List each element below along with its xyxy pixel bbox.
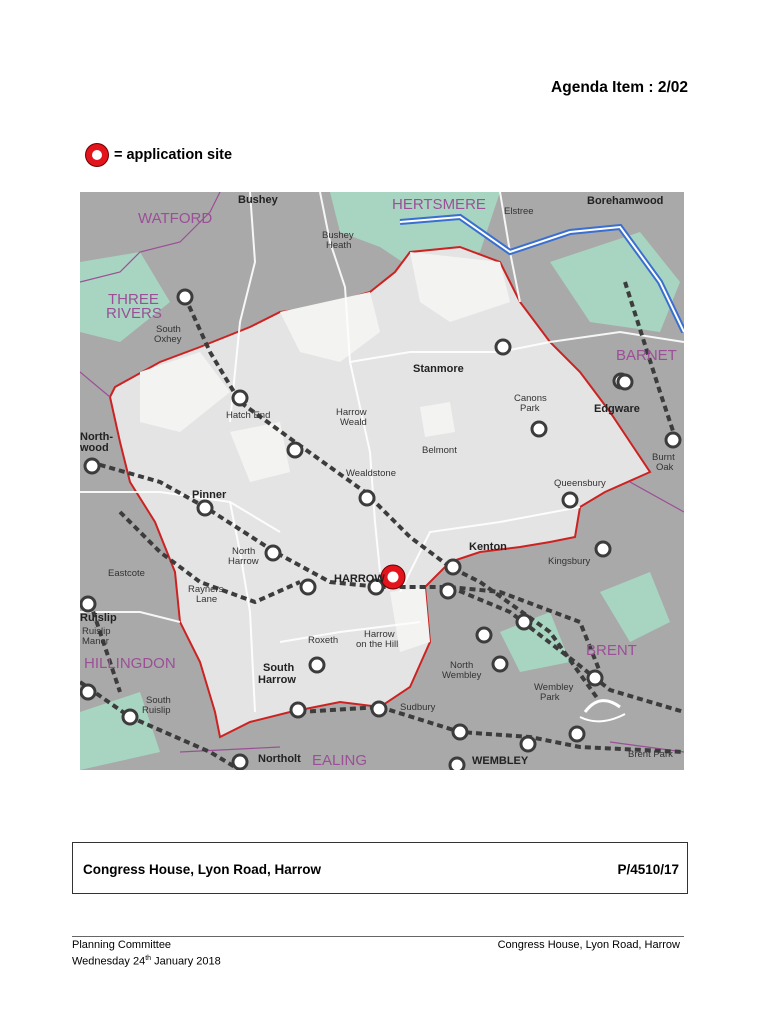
label-wealdstone: Wealdstone (346, 468, 396, 479)
agenda-item-heading: Agenda Item : 2/02 (551, 79, 688, 96)
application-site-icon (86, 144, 108, 166)
label-watford: WATFORD (138, 210, 213, 227)
label-harrow-on-the-hill-2: on the Hill (356, 639, 399, 650)
label-hertsmere: HERTSMERE (392, 196, 486, 213)
label-northwood-1: North- (80, 431, 113, 443)
site-info-box (72, 842, 688, 894)
label-south-ruislip-1: South (146, 695, 171, 706)
label-elstree: Elstree (504, 206, 534, 217)
label-borehamwood: Borehamwood (587, 195, 664, 207)
label-barnet: BARNET (616, 347, 677, 364)
label-three-rivers-1: THREE (108, 291, 159, 308)
label-south-ruislip-2: Ruislip (142, 705, 171, 716)
footer-right: Congress House, Lyon Road, Harrow (497, 939, 680, 951)
label-ruislip: Ruislip (80, 612, 117, 624)
label-north-wembley-2: Wembley (442, 670, 482, 681)
label-canons-park-1: Canons (514, 393, 547, 404)
label-northolt: Northolt (258, 753, 301, 765)
label-ealing: EALING (312, 752, 368, 769)
label-burnt-oak-1: Burnt (652, 452, 675, 463)
label-hillingdon: HILLINGDON (84, 655, 176, 672)
footer-left (72, 939, 221, 969)
label-rayners-lane-1: Rayners (188, 584, 224, 595)
label-north-harrow-2: Harrow (228, 556, 259, 567)
label-brent-park: Brent Park (628, 749, 673, 760)
label-pinner: Pinner (192, 489, 227, 501)
label-bushey: Bushey (238, 194, 278, 206)
footer-committee: Planning Committee (72, 939, 172, 951)
label-burnt-oak-2: Oak (656, 462, 674, 473)
label-three-rivers-2: RIVERS (106, 305, 162, 322)
label-kenton: Kenton (469, 541, 507, 553)
label-stanmore: Stanmore (413, 363, 464, 375)
label-harrow: HARROW (334, 573, 385, 585)
application-reference: P/4510/17 (617, 862, 679, 877)
label-roxeth: Roxeth (308, 635, 339, 646)
label-canons-park-2: Park (520, 403, 540, 414)
label-north-wembley-1: North (450, 660, 474, 671)
label-rayners-lane-2: Lane (196, 594, 218, 605)
label-harrow-weald-2: Weald (340, 417, 367, 428)
label-hatch-end: Hatch End (226, 410, 271, 421)
label-northwood-2: wood (80, 442, 109, 454)
footer-divider (72, 936, 684, 937)
label-bushey-heath-2: Heath (326, 240, 352, 251)
label-south-oxhey-2: Oxhey (154, 334, 182, 345)
label-edgware: Edgware (594, 403, 640, 415)
label-eastcote: Eastcote (108, 568, 145, 579)
label-ruislip-manor-1: Ruislip (82, 626, 111, 637)
label-harrow-on-the-hill-1: Harrow (364, 629, 395, 640)
label-wembley-park-2: Park (540, 692, 560, 703)
site-address: Congress House, Lyon Road, Harrow (83, 862, 322, 877)
legend-label: = application site (114, 147, 233, 163)
label-north-harrow-1: North (232, 546, 256, 557)
label-sudbury: Sudbury (400, 702, 436, 713)
label-south-harrow-2: Harrow (258, 674, 296, 686)
label-ruislip-manor-2: Manor (82, 636, 109, 647)
label-belmont: Belmont (422, 445, 457, 456)
location-map (80, 192, 684, 770)
footer-date: Wednesday 24th January 2018 (72, 955, 221, 968)
label-harrow-weald-1: Harrow (336, 407, 367, 418)
label-wembley-park-1: Wembley (534, 682, 574, 693)
label-south-harrow-1: South (263, 662, 295, 674)
label-kingsbury: Kingsbury (548, 556, 591, 567)
label-brent: BRENT (586, 642, 637, 659)
label-bushey-heath-1: Bushey (322, 230, 354, 241)
label-queensbury: Queensbury (554, 478, 606, 489)
label-wembley: WEMBLEY (472, 755, 529, 767)
map-legend (86, 144, 232, 166)
label-south-oxhey-1: South (156, 324, 181, 335)
